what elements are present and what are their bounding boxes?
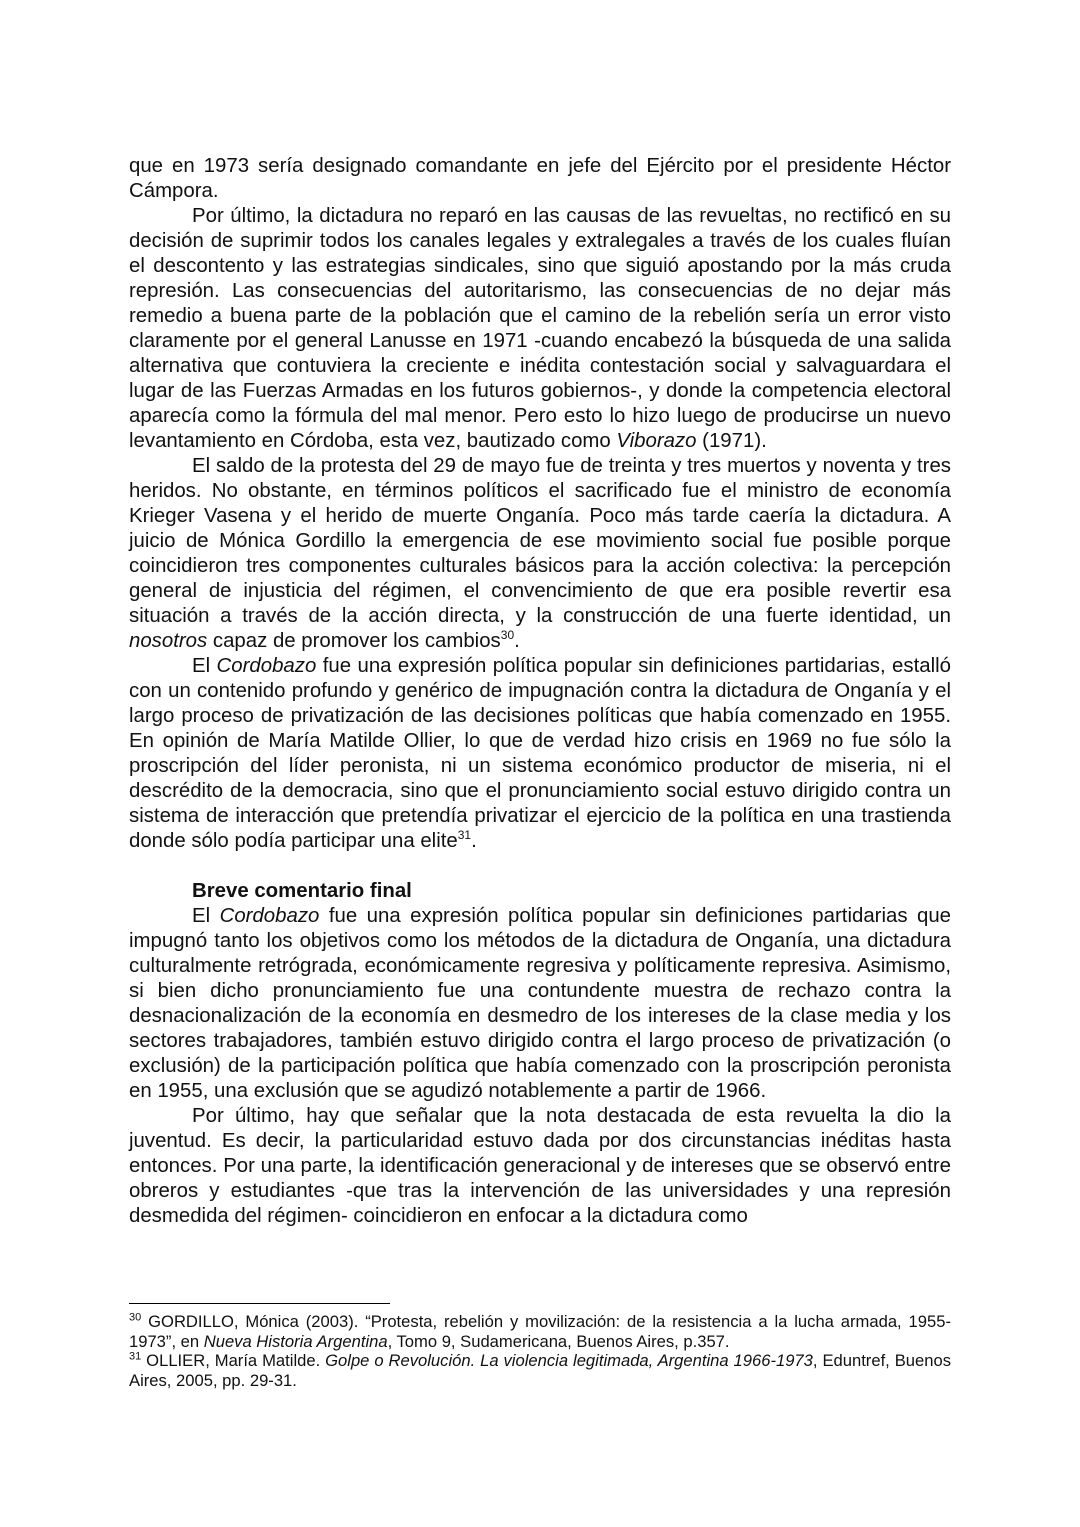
paragraph-protest-outcome: El saldo de la protesta del 29 de mayo fue de treinta y tres muertos y noventa y tres heridos. No obstante, en términos políticos el sacrificado fue el ministro de economía Krieger Vasena y el herido de muerte Onganía. Poco más tarde caería la dictadura. A juicio de Mónica Gordillo la emergencia de ese movimiento social fue posible porque coincidieron tres componentes culturales básicos para la acción colectiva: la percepción general de injusticia del régimen, el convencimiento de que era posible revertir esa situación a través de la acción directa, y la construcción de una fuerte identidad, un nosotros capaz de promover los cambios$^{30}$. (129, 455, 951, 652)
footnotes (129, 1312, 951, 1390)
footnote-title: Nueva Historia Argentina (203, 1331, 388, 1351)
footnote-number: 30 (129, 1311, 142, 1324)
paragraph-youth: Por último, hay que señalar que la nota destacada de esta revuelta la dio la juventud. Es decir, la particularidad estuvo dada por dos circunstancias inéditas hasta entonces. Por una parte, la identificación generacional y de intereses que se observó entre obreros y estudiantes -que tras la intervención de las universidades y una represión desmedida del régimen- coincidieron en enfocar a la dictadura como (129, 1105, 951, 1227)
emphasis-cordobazo: Cordobazo (219, 905, 320, 927)
paragraph-final-comment: El Cordobazo fue una expresión política popular sin definiciones partidarias que impugnó tanto los objetivos como los métodos de la dictadura de Onganía, una dictadura culturalmente retrógrada, económicamente regresiva y políticamente represiva. Asimismo, si bien dicho pronunciamiento fue una contundente muestra de rechazo contra la desnacionalización de la economía en desmedro de los intereses de la clase media y los sectores trabajadores, también estuvo dirigido contra el largo proceso de privatización (o exclusión) de la participación política que había comenzado con la proscripción peronista en 1955, una exclusión que se agudizó notablemente a partir de 1966. (129, 905, 952, 1102)
footnote: $^{31}$ OLLIER, María Matilde. Golpe o Revolución. La violencia legitimada, Argentina 1966-1973, Eduntref, Buenos Aires, 2005, pp. 29-31. (129, 1350, 951, 1390)
emphasis-viborazo: Viborazo (616, 430, 697, 452)
section-heading: Breve comentario final (192, 880, 412, 902)
paragraph-continuation: que en 1973 sería designado comandante en jefe del Ejército por el presidente Héctor Cámpora. (129, 155, 951, 202)
paragraph-dictatorship-repression: Por último, la dictadura no reparó en las causas de las revueltas, no rectificó en su decisión de suprimir todos los canales legales y extralegales a través de los cuales fluían el descontento y las estrategias sindicales, sino que siguió apostando por la más cruda represión. Las consecuencias del autoritarismo, las consecuencias de no dejar más remedio a buena parte de la población que el camino de la rebelión sería un error visto claramente por el general Lanusse en 1971 -cuando encabezó la búsqueda de una salida alternativa que contuviera la creciente e inédita contestación social y salvaguardara el lugar de las Fuerzas Armadas en los futuros gobiernos-, y donde la competencia electoral aparecía como la fórmula del mal menor. Pero esto lo hizo luego de producirse un nuevo levantamiento en Córdoba, esta vez, bautizado como Viborazo (1971). (129, 205, 951, 452)
body-text (129, 154, 951, 1229)
emphasis-cordobazo: Cordobazo (216, 655, 317, 677)
paragraph-cordobazo-expression: El Cordobazo fue una expresión política popular sin definiciones partidarias, estalló con un contenido profundo y genérico de impugnación contra la dictadura de Onganía y el largo proceso de privatización de las decisiones políticas que había comenzado en 1955. En opinión de María Matilde Ollier, lo que de verdad hizo crisis en 1969 no fue sólo la proscripción del líder peronista, ni un sistema económico productor de miseria, ni el descrédito de la democracia, sino que el pronunciamiento social estuvo dirigido contra un sistema de interacción que pretendía privatizar el ejercicio de la política en una trastienda donde sólo podía participar una elite$^{31}$. (129, 655, 951, 852)
footnote: $^{30}$ GORDILLO, Mónica (2003). “Protesta, rebelión y movilización: de la resistencia a la lucha armada, 1955-1973”, en Nueva Historia Argentina, Tomo 9, Sudamericana, Buenos Aires, p.357. (129, 1311, 951, 1351)
footnote-separator (129, 1303, 390, 1304)
footnote-ref-30: 30 (500, 628, 515, 643)
footnote-title: Golpe o Revolución. La violencia legitimada, Argentina 1966-1973 (325, 1351, 813, 1370)
emphasis-nosotros: nosotros (129, 630, 208, 652)
footnote-ref-31: 31 (457, 828, 472, 843)
footnote-number: 31 (129, 1350, 142, 1363)
